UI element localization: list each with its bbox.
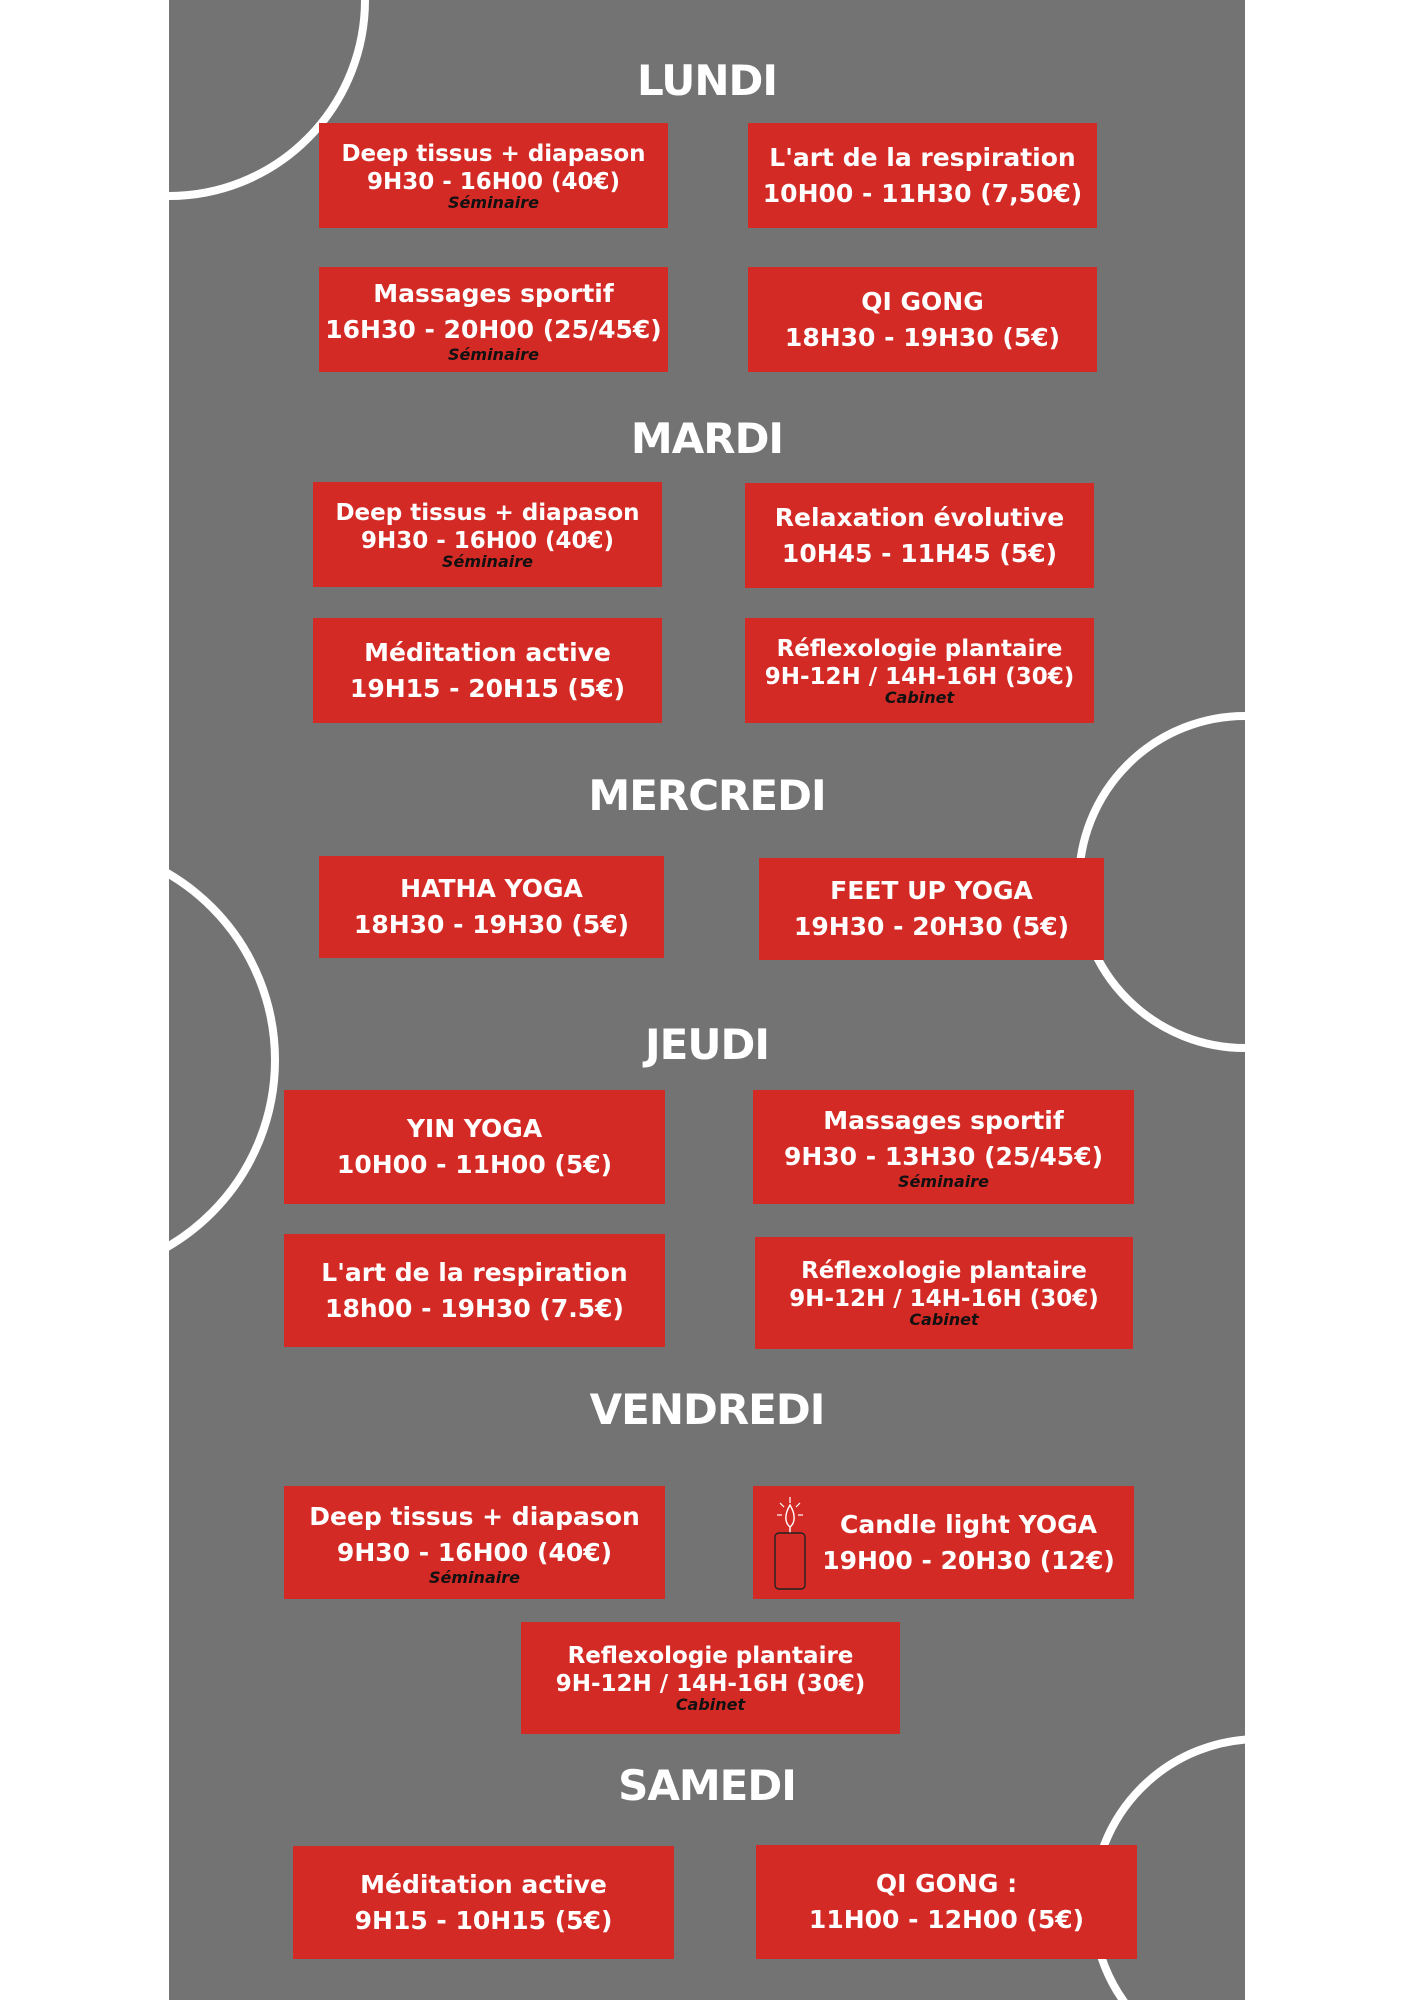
session-time: 9H-12H / 14H-16H (30€) (555, 1671, 866, 1697)
session-time: 9H15 - 10H15 (5€) (354, 1905, 613, 1935)
session-name: HATHA YOGA (400, 874, 583, 903)
session-candle-yoga-vendredi (753, 1486, 1134, 1599)
session-name: Méditation active (364, 637, 611, 667)
schedule-panel (169, 0, 1245, 2000)
candle-text (822, 1507, 1115, 1579)
session-name: Deep tissus + diapason (341, 140, 646, 167)
session-time: 9H30 - 16H00 (40€) (366, 168, 621, 195)
session-note: Séminaire (898, 1172, 989, 1191)
session-time: 19H15 - 20H15 (5€) (349, 673, 626, 703)
session-time: 18h00 - 19H30 (7.5€) (325, 1293, 624, 1323)
session-deep-tissus-lundi (319, 123, 668, 228)
session-reflexologie-mardi (745, 618, 1094, 723)
session-time: 19H30 - 20H30 (5€) (793, 912, 1070, 941)
session-massages-lundi (319, 267, 668, 372)
day-title-jeudi: JEUDI (645, 1020, 769, 1069)
session-meditation-samedi (293, 1846, 674, 1959)
session-name: QI GONG : (875, 1869, 1018, 1898)
session-time: 9H-12H / 14H-16H (30€) (789, 1286, 1099, 1312)
session-reflexologie-vendredi (521, 1622, 900, 1734)
session-time: 9H30 - 13H30 (25/45€) (783, 1142, 1104, 1171)
session-name: Relaxation évolutive (774, 502, 1065, 532)
session-name: Réflexologie plantaire (776, 635, 1063, 662)
day-title-mercredi: MERCREDI (588, 771, 826, 820)
session-note: Cabinet (675, 1695, 746, 1714)
session-time: 10H00 - 11H00 (5€) (336, 1150, 613, 1179)
session-note: Cabinet (884, 687, 955, 707)
session-time: 18H30 - 19H30 (5€) (784, 322, 1061, 352)
session-reflexologie-jeudi (755, 1237, 1133, 1349)
session-name: Méditation active (360, 1869, 607, 1899)
candle-row (772, 1495, 1115, 1591)
session-hatha-yoga-mercredi (319, 856, 664, 958)
session-name: Massages sportif (373, 278, 614, 308)
session-note: Séminaire (442, 551, 533, 571)
session-deep-tissus-mardi (313, 482, 662, 587)
session-massages-jeudi (753, 1090, 1134, 1204)
session-relaxation-mardi (745, 483, 1094, 588)
session-name: Deep tissus + diapason (309, 1501, 640, 1531)
session-yin-yoga-jeudi (284, 1090, 665, 1204)
day-title-samedi: SAMEDI (618, 1761, 796, 1810)
session-time: 16H30 - 20H00 (25/45€) (325, 314, 662, 344)
day-title-mardi: MARDI (630, 414, 784, 463)
session-time: 9H30 - 16H00 (40€) (360, 527, 615, 554)
session-name: L'art de la respiration (769, 142, 1076, 172)
session-name: L'art de la respiration (321, 1257, 628, 1287)
session-time: 10H00 - 11H30 (7,50€) (762, 178, 1083, 208)
session-name: Deep tissus + diapason (335, 499, 640, 526)
session-name: QI GONG (861, 286, 984, 316)
session-name: YIN YOGA (406, 1114, 543, 1143)
session-name: Massages sportif (823, 1106, 1064, 1135)
session-respiration-jeudi (284, 1234, 665, 1347)
session-deep-tissus-vendredi (284, 1486, 665, 1599)
session-time: 11H00 - 12H00 (5€) (808, 1905, 1085, 1934)
session-meditation-mardi (313, 618, 662, 723)
session-note: Séminaire (448, 344, 539, 364)
session-name: FEET UP YOGA (830, 876, 1033, 905)
session-qigong-samedi (756, 1845, 1137, 1959)
session-note: Séminaire (448, 192, 539, 212)
session-time: 9H-12H / 14H-16H (30€) (764, 663, 1075, 690)
session-name: Réflexologie plantaire (801, 1258, 1087, 1284)
session-respiration-lundi (748, 123, 1097, 228)
day-title-vendredi: VENDREDI (589, 1385, 825, 1434)
session-time: 9H30 - 16H00 (40€) (336, 1537, 613, 1567)
session-feet-up-yoga-mercredi (759, 858, 1104, 960)
session-time: 18H30 - 19H30 (5€) (353, 910, 630, 939)
session-name: Candle light YOGA (840, 1509, 1097, 1539)
day-title-lundi: LUNDI (636, 56, 777, 105)
session-note: Cabinet (909, 1310, 979, 1329)
session-name: Reflexologie plantaire (567, 1643, 854, 1669)
session-time: 10H45 - 11H45 (5€) (781, 538, 1058, 568)
session-time: 19H00 - 20H30 (12€) (822, 1545, 1115, 1575)
session-qigong-lundi (748, 267, 1097, 372)
session-note: Séminaire (429, 1567, 520, 1587)
candle-icon (772, 1495, 808, 1591)
